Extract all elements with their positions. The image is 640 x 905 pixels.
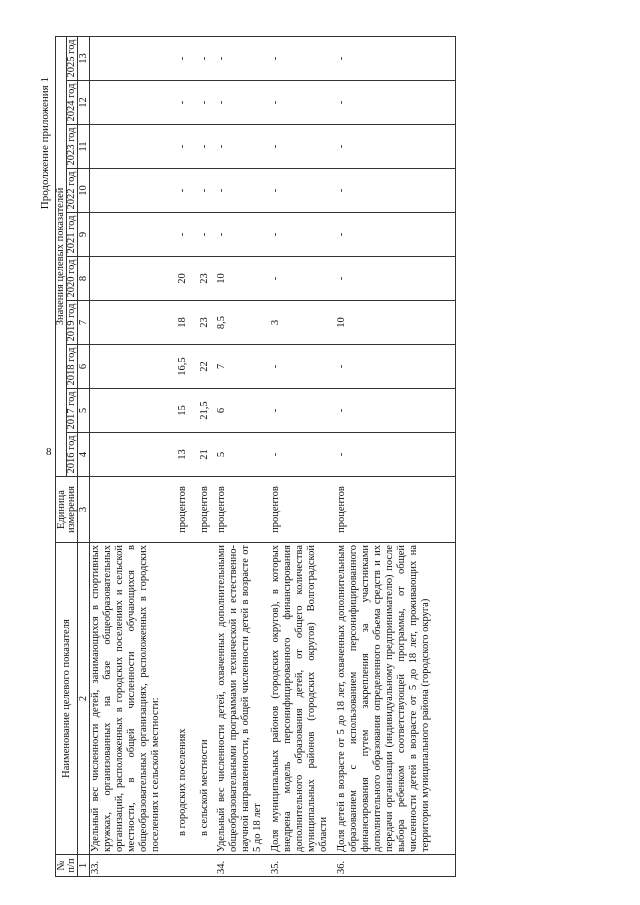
column-number: 11 xyxy=(78,125,90,169)
value-cell: - xyxy=(270,169,336,213)
value-cell: - xyxy=(216,125,270,169)
value-cell: - xyxy=(270,433,336,477)
value-cell: - xyxy=(270,213,336,257)
table-body xyxy=(90,36,456,876)
column-number: 2 xyxy=(78,543,90,855)
table-row xyxy=(216,36,270,876)
column-number: 6 xyxy=(78,345,90,389)
value-cell: - xyxy=(336,169,456,213)
unit-cell: процентов xyxy=(270,477,336,543)
value-cell xyxy=(90,433,172,477)
table-row xyxy=(336,36,456,876)
indicator-name: в городских поселениях xyxy=(172,543,194,855)
value-cell: - xyxy=(172,125,194,169)
value-cell: 23 xyxy=(194,257,216,301)
header-year: 2020 год xyxy=(67,257,78,301)
value-cell xyxy=(90,81,172,125)
value-cell: - xyxy=(270,257,336,301)
column-number: 13 xyxy=(78,36,90,80)
column-number: 4 xyxy=(78,433,90,477)
value-cell: - xyxy=(336,36,456,80)
value-cell: - xyxy=(194,36,216,80)
header-year: 2024 год xyxy=(67,81,78,125)
column-number: 12 xyxy=(78,81,90,125)
row-number xyxy=(172,855,194,877)
row-number: 34. xyxy=(216,855,270,877)
header-name: Наименование целевого показателя xyxy=(56,543,78,855)
header-year: 2025 год xyxy=(67,36,78,80)
value-cell xyxy=(90,36,172,80)
value-cell xyxy=(90,301,172,345)
column-number: 8 xyxy=(78,257,90,301)
header-values-group: Значения целевых показателей xyxy=(56,36,67,476)
value-cell: - xyxy=(336,433,456,477)
table-row xyxy=(270,36,336,876)
value-cell: 20 xyxy=(172,257,194,301)
value-cell xyxy=(90,169,172,213)
indicator-name: в сельской местности xyxy=(194,543,216,855)
table-row xyxy=(194,36,216,876)
column-numbers-row xyxy=(78,36,90,876)
value-cell: - xyxy=(336,345,456,389)
header-year: 2018 год xyxy=(67,345,78,389)
value-cell xyxy=(90,125,172,169)
value-cell xyxy=(90,345,172,389)
value-cell: 23 xyxy=(194,301,216,345)
unit-cell: процентов xyxy=(216,477,270,543)
header-num: № п/п xyxy=(56,855,78,877)
value-cell: 10 xyxy=(216,257,270,301)
value-cell: - xyxy=(216,213,270,257)
value-cell xyxy=(90,389,172,433)
value-cell: - xyxy=(270,36,336,80)
header-unit: Единица измерения xyxy=(56,477,78,543)
value-cell: - xyxy=(172,169,194,213)
value-cell: - xyxy=(194,125,216,169)
indicators-table xyxy=(55,36,456,877)
value-cell: 15 xyxy=(172,389,194,433)
value-cell: - xyxy=(216,169,270,213)
column-number: 10 xyxy=(78,169,90,213)
value-cell: - xyxy=(194,169,216,213)
unit-cell xyxy=(90,477,172,543)
header-year: 2022 год xyxy=(67,169,78,213)
indicator-name: Доля муниципальных районов (городских округов), в которых внедрена модель персонифицированного финансирования дополнительного образования детей, от общего количества муниципальных районов (городских округов) Волгоградской области xyxy=(270,543,336,855)
header-row-1 xyxy=(56,36,67,876)
value-cell: 13 xyxy=(172,433,194,477)
header-year: 2021 год xyxy=(67,213,78,257)
rotated-page xyxy=(39,37,640,877)
value-cell: 21,5 xyxy=(194,389,216,433)
value-cell: 7 xyxy=(216,345,270,389)
continuation-label: Продолжение приложения 1 xyxy=(39,77,51,210)
header-year: 2019 год xyxy=(67,301,78,345)
value-cell: - xyxy=(336,257,456,301)
indicator-name: Удельный вес численности детей, занимающихся в спортивных кружках, организованных на базе общеобразовательных организаций, расположенных в городских поселениях и сельской местности, в общей численности обучающихся в общеобразовательных организациях, расположенных в городских поселениях и сельской местности: xyxy=(90,543,172,855)
value-cell: - xyxy=(216,81,270,125)
value-cell: - xyxy=(194,81,216,125)
row-number: 33. xyxy=(90,855,172,877)
column-number: 3 xyxy=(78,477,90,543)
value-cell xyxy=(90,213,172,257)
row-number: 35. xyxy=(270,855,336,877)
value-cell: - xyxy=(336,81,456,125)
column-number: 1 xyxy=(78,855,90,877)
value-cell: - xyxy=(270,389,336,433)
value-cell: 10 xyxy=(336,301,456,345)
value-cell: 8,5 xyxy=(216,301,270,345)
value-cell: - xyxy=(172,81,194,125)
value-cell: 3 xyxy=(270,301,336,345)
unit-cell: процентов xyxy=(172,477,194,543)
value-cell: - xyxy=(336,389,456,433)
value-cell xyxy=(90,257,172,301)
value-cell: - xyxy=(336,125,456,169)
row-number: 36. xyxy=(336,855,456,877)
header-year: 2016 год xyxy=(67,433,78,477)
table-row xyxy=(172,36,194,876)
value-cell: - xyxy=(194,213,216,257)
header-year: 2017 год xyxy=(67,389,78,433)
value-cell: 5 xyxy=(216,433,270,477)
value-cell: - xyxy=(270,81,336,125)
unit-cell: процентов xyxy=(336,477,456,543)
column-number: 7 xyxy=(78,301,90,345)
indicator-name: Доля детей в возрасте от 5 до 18 лет, охваченных дополнительным образованием с использованием персонифицированного финансирования путем закрепления за участниками дополнительного образования определенного объема средств и их передачи организации (индивидуальному предпринимателю) после выбора ребенком соответствующей программы, от общей численности детей в возрасте от 5 до 18 лет, проживающих на территории муниципального района (городского округа) xyxy=(336,543,456,855)
value-cell: 22 xyxy=(194,345,216,389)
unit-cell: процентов xyxy=(194,477,216,543)
value-cell: 6 xyxy=(216,389,270,433)
table-row xyxy=(90,36,172,876)
header-year: 2023 год xyxy=(67,125,78,169)
value-cell: - xyxy=(336,213,456,257)
value-cell: - xyxy=(172,36,194,80)
value-cell: - xyxy=(172,213,194,257)
value-cell: 21 xyxy=(194,433,216,477)
value-cell: 18 xyxy=(172,301,194,345)
row-number xyxy=(194,855,216,877)
value-cell: - xyxy=(270,125,336,169)
page-number: 8 xyxy=(46,446,52,458)
indicator-name: Удельный вес численности детей, охваченных дополнительными общеобразовательными программами технической и естественно-научной направленности, в общей численности детей в возрасте от 5 до 18 лет xyxy=(216,543,270,855)
column-number: 9 xyxy=(78,213,90,257)
value-cell: - xyxy=(216,36,270,80)
value-cell: 16,5 xyxy=(172,345,194,389)
column-number: 5 xyxy=(78,389,90,433)
value-cell: - xyxy=(270,345,336,389)
